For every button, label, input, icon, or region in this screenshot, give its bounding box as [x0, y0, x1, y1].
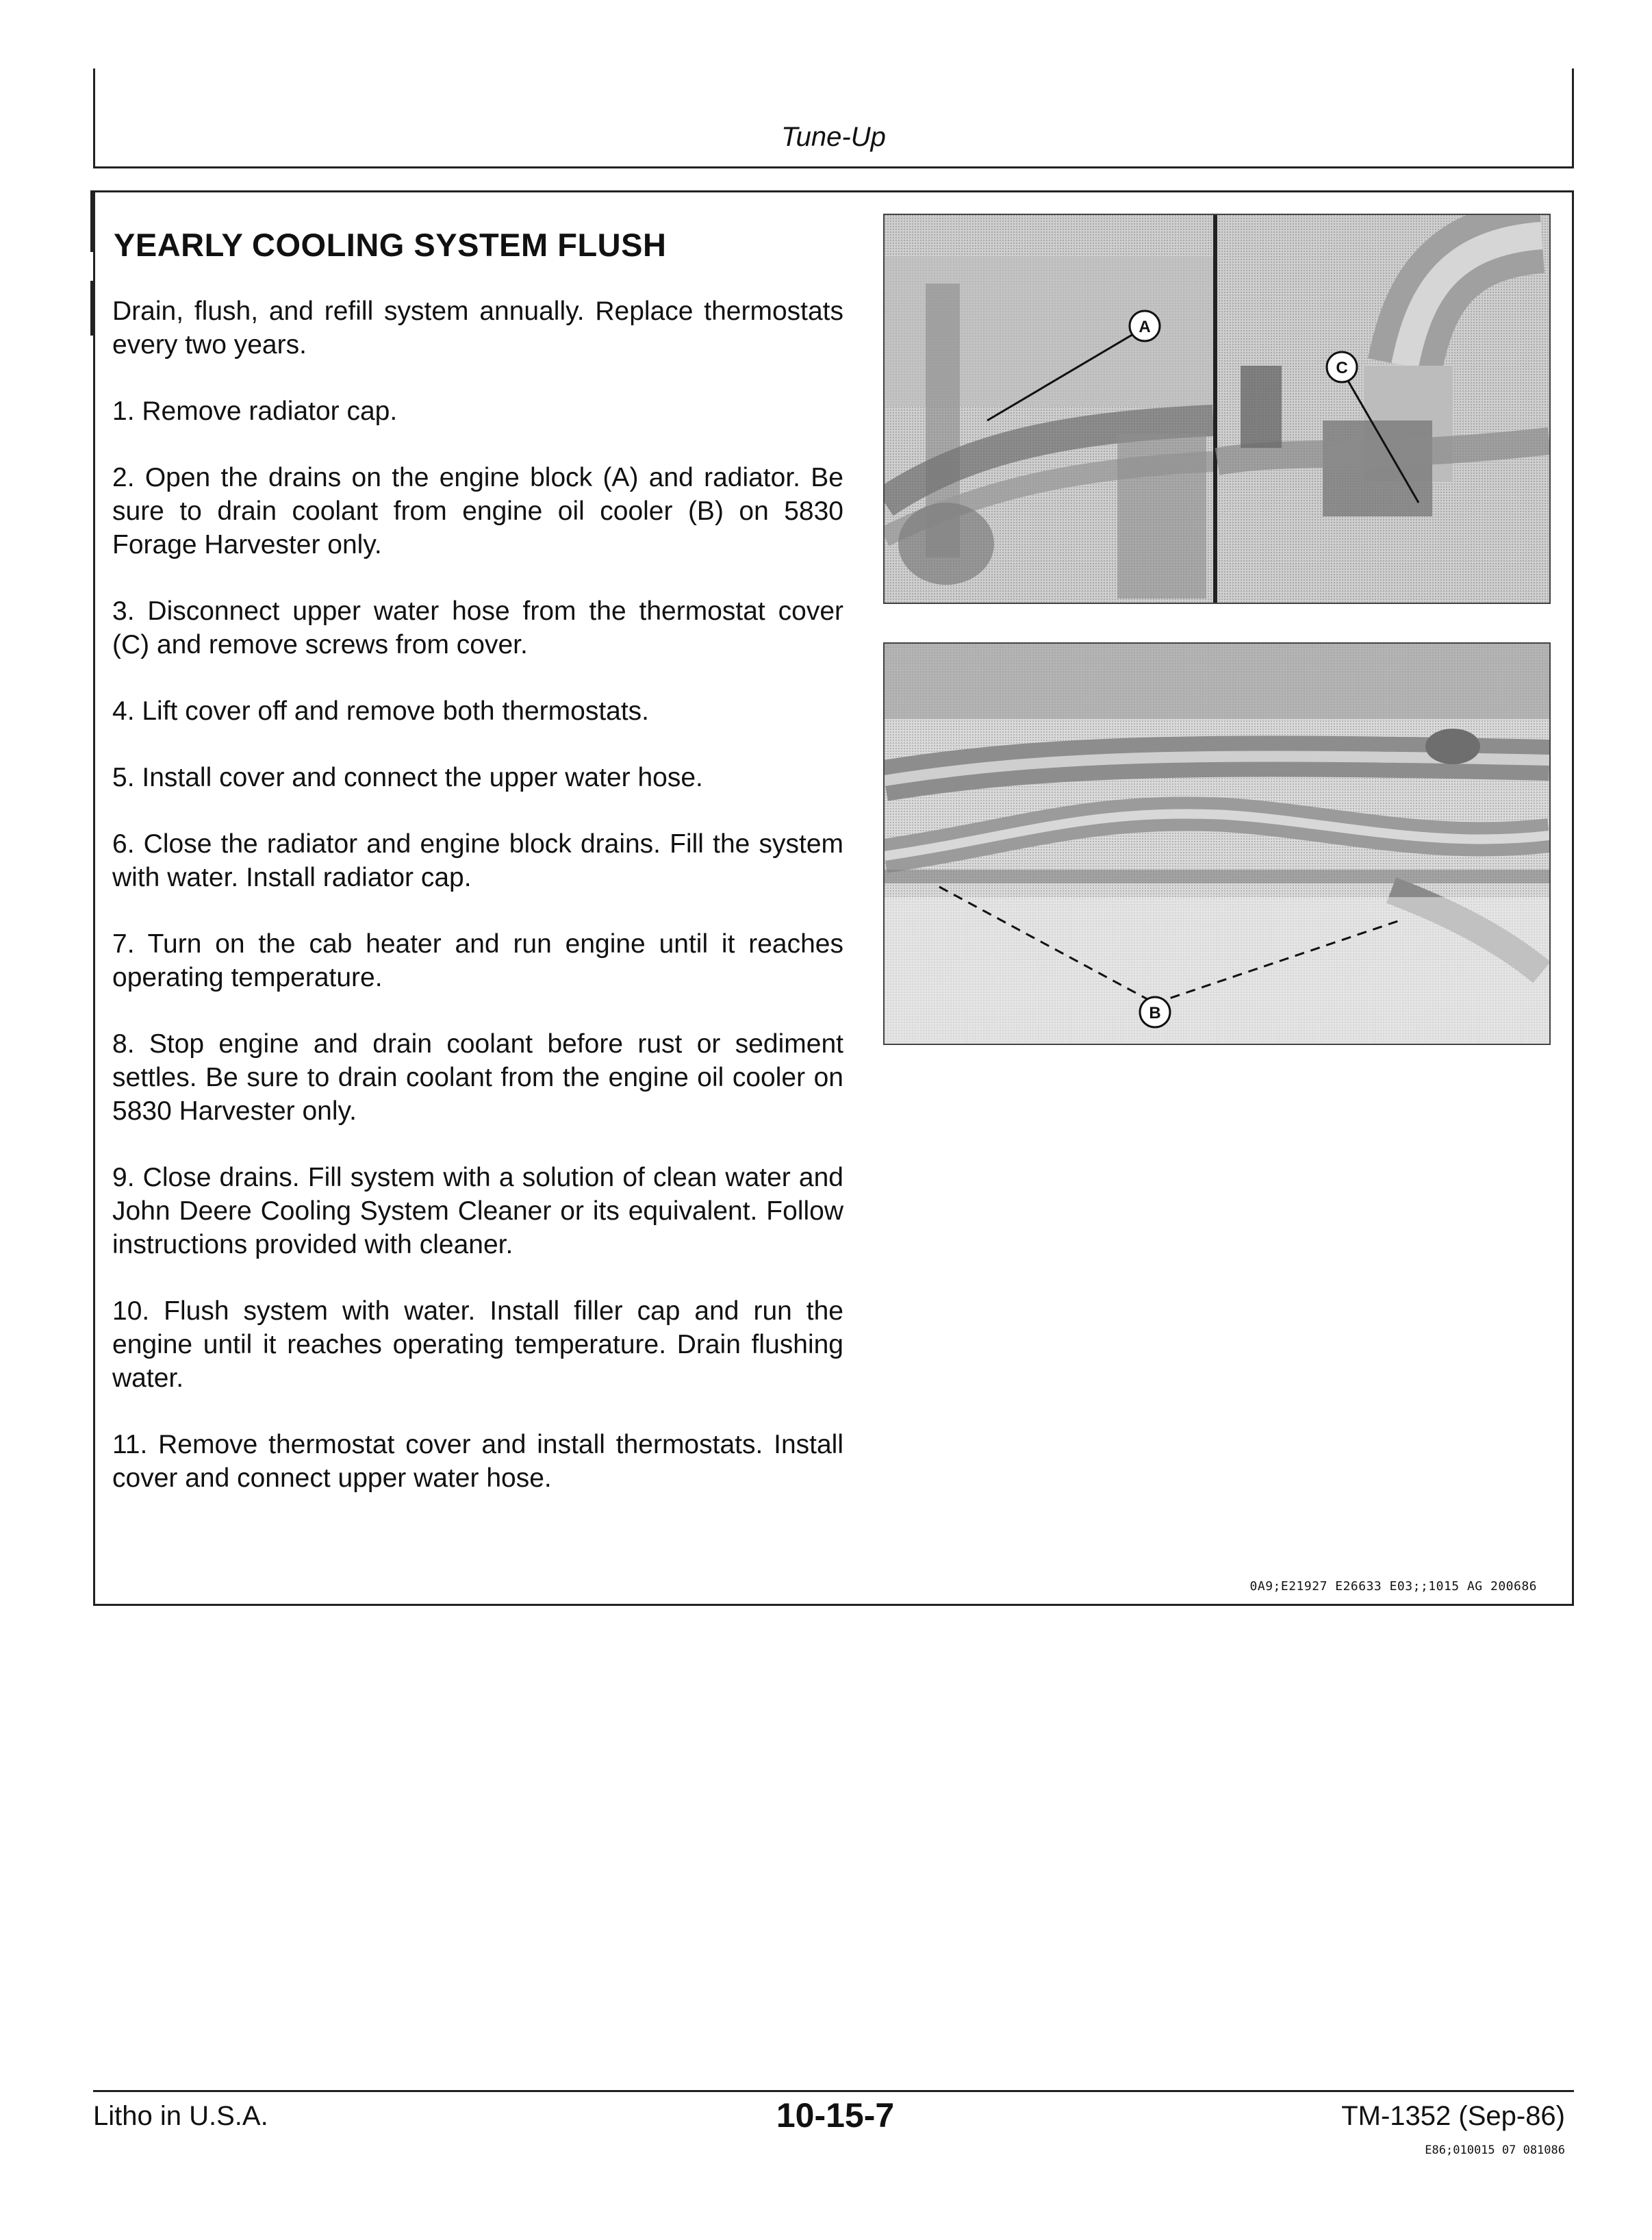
step-2: 2. Open the drains on the engine block (A) and radiator. Be sure to drain coolant from engine oil cooler (B) on 5830 Forage Harvester only.: [112, 463, 843, 559]
step-8: 8. Stop engine and drain coolant before rust or sediment settles. Be sure to drain coolant from the engine oil cooler on 5830 Harvester only.: [112, 1029, 843, 1126]
svg-text:A: A: [1139, 318, 1151, 336]
svg-text:C: C: [1336, 359, 1348, 377]
footer-rule: [93, 2090, 1574, 2092]
callout-b: [1140, 997, 1170, 1027]
page-number: 10-15-7: [776, 2096, 895, 2135]
step-9: 9. Close drains. Fill system with a solution of clean water and John Deere Cooling System Cleaner or its equivalent. Follow instructions provided with cleaner.: [112, 1163, 843, 1259]
engine-photo-top-image: [885, 215, 1549, 603]
step-10: 10. Flush system with water. Install filler cap and run the engine until it reaches operating temperature. Drain flushing water.: [112, 1296, 843, 1393]
section-title: Tune-Up: [781, 122, 886, 152]
header-right-border: [1572, 68, 1574, 168]
footer-printing: Litho in U.S.A.: [93, 2101, 268, 2131]
step-6: 6. Close the radiator and engine block drains. Fill the system with water. Install radiator cap.: [112, 829, 843, 892]
callout-a: [1130, 311, 1160, 341]
engine-photo-top: [883, 214, 1551, 604]
step-7: 7. Turn on the cab heater and run engine until it reaches operating temperature.: [112, 929, 843, 992]
step-3: 3. Disconnect upper water hose from the thermostat cover (C) and remove screws from cover.: [112, 596, 843, 659]
change-bar: [90, 190, 93, 252]
callout-c: [1327, 352, 1357, 382]
page-heading: YEARLY COOLING SYSTEM FLUSH: [114, 227, 667, 263]
step-5: 5. Install cover and connect the upper water hose.: [112, 763, 703, 792]
manual-id: TM-1352 (Sep-86): [1341, 2101, 1565, 2131]
step-4: 4. Lift cover off and remove both thermostats.: [112, 696, 650, 726]
footer-code: E86;010015 07 081086: [1425, 2143, 1565, 2157]
svg-text:B: B: [1149, 1004, 1161, 1022]
oil-cooler-photo: [883, 642, 1551, 1045]
header-left-border: [93, 68, 95, 168]
change-bar: [90, 281, 93, 336]
intro-paragraph: Drain, flush, and refill system annually. Replace thermostats every two years.: [112, 297, 843, 360]
step-11: 11. Remove thermostat cover and install thermostats. Install cover and connect upper water hose.: [112, 1430, 843, 1493]
header-rule: [93, 166, 1574, 168]
instructions: [112, 294, 843, 1528]
reference-code: 0A9;E21927 E26633 E03;;1015 AG 200686: [1249, 1579, 1537, 1594]
step-1: 1. Remove radiator cap.: [112, 397, 398, 426]
oil-cooler-photo-image: [885, 644, 1549, 1044]
